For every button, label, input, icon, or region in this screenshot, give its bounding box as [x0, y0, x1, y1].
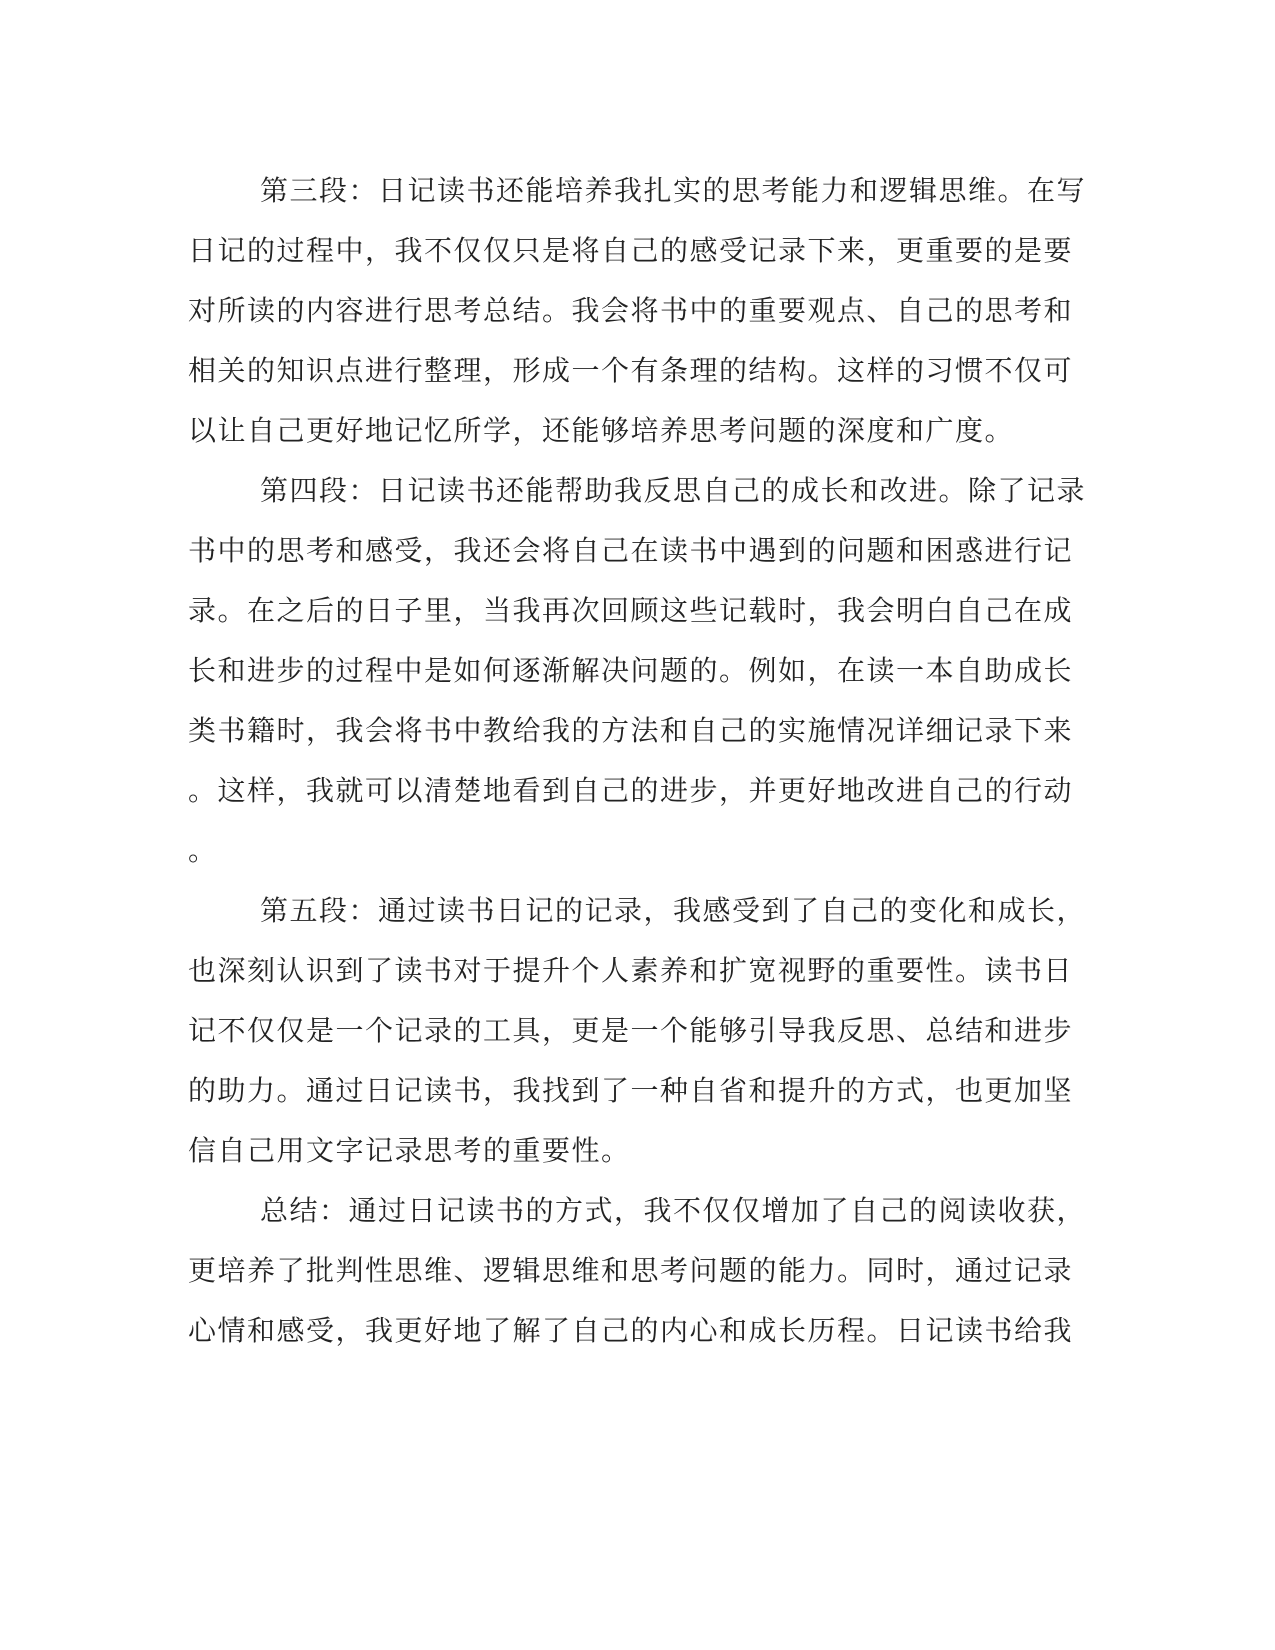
paragraph-3 — [188, 161, 1087, 461]
text-line: 日记的过程中，我不仅仅只是将自己的感受记录下来，更重要的是要 — [188, 234, 1074, 267]
text-line: 第五段：通过读书日记的记录，我感受到了自己的变化和成长， — [260, 894, 1087, 927]
text-line: 书中的思考和感受，我还会将自己在读书中遇到的问题和困惑进行记 — [188, 534, 1074, 567]
text-line: 第三段：日记读书还能培养我扎实的思考能力和逻辑思维。在写 — [260, 174, 1087, 207]
text-line: 信自己用文字记录思考的重要性。 — [188, 1134, 631, 1167]
paragraph-5 — [188, 881, 1087, 1181]
text-line: 更培养了批判性思维、逻辑思维和思考问题的能力。同时，通过记录 — [188, 1254, 1074, 1287]
text-line: 。 — [188, 834, 218, 867]
text-line: 以让自己更好地记忆所学，还能够培养思考问题的深度和广度。 — [188, 414, 1015, 447]
paragraph-4 — [188, 461, 1087, 881]
text-line: 类书籍时，我会将书中教给我的方法和自己的实施情况详细记录下来 — [188, 714, 1074, 747]
text-line: 第四段：日记读书还能帮助我反思自己的成长和改进。除了记录 — [260, 474, 1087, 507]
text-line: 记不仅仅是一个记录的工具，更是一个能够引导我反思、总结和进步 — [188, 1014, 1074, 1047]
text-line: 相关的知识点进行整理，形成一个有条理的结构。这样的习惯不仅可 — [188, 354, 1074, 387]
paragraph-summary — [188, 1181, 1087, 1361]
text-line: 的助力。通过日记读书，我找到了一种自省和提升的方式，也更加坚 — [188, 1074, 1074, 1107]
text-line: 心情和感受，我更好地了解了自己的内心和成长历程。日记读书给我 — [188, 1314, 1074, 1347]
text-line: 录。在之后的日子里，当我再次回顾这些记载时，我会明白自己在成 — [188, 594, 1074, 627]
text-line: 长和进步的过程中是如何逐渐解决问题的。例如，在读一本自助成长 — [188, 654, 1074, 687]
text-line: 。这样，我就可以清楚地看到自己的进步，并更好地改进自己的行动 — [188, 774, 1074, 807]
text-line: 总结：通过日记读书的方式，我不仅仅增加了自己的阅读收获， — [260, 1194, 1087, 1227]
text-line: 对所读的内容进行思考总结。我会将书中的重要观点、自己的思考和 — [188, 294, 1074, 327]
text-line: 也深刻认识到了读书对于提升个人素养和扩宽视野的重要性。读书日 — [188, 954, 1074, 987]
document-body — [188, 161, 1087, 1361]
